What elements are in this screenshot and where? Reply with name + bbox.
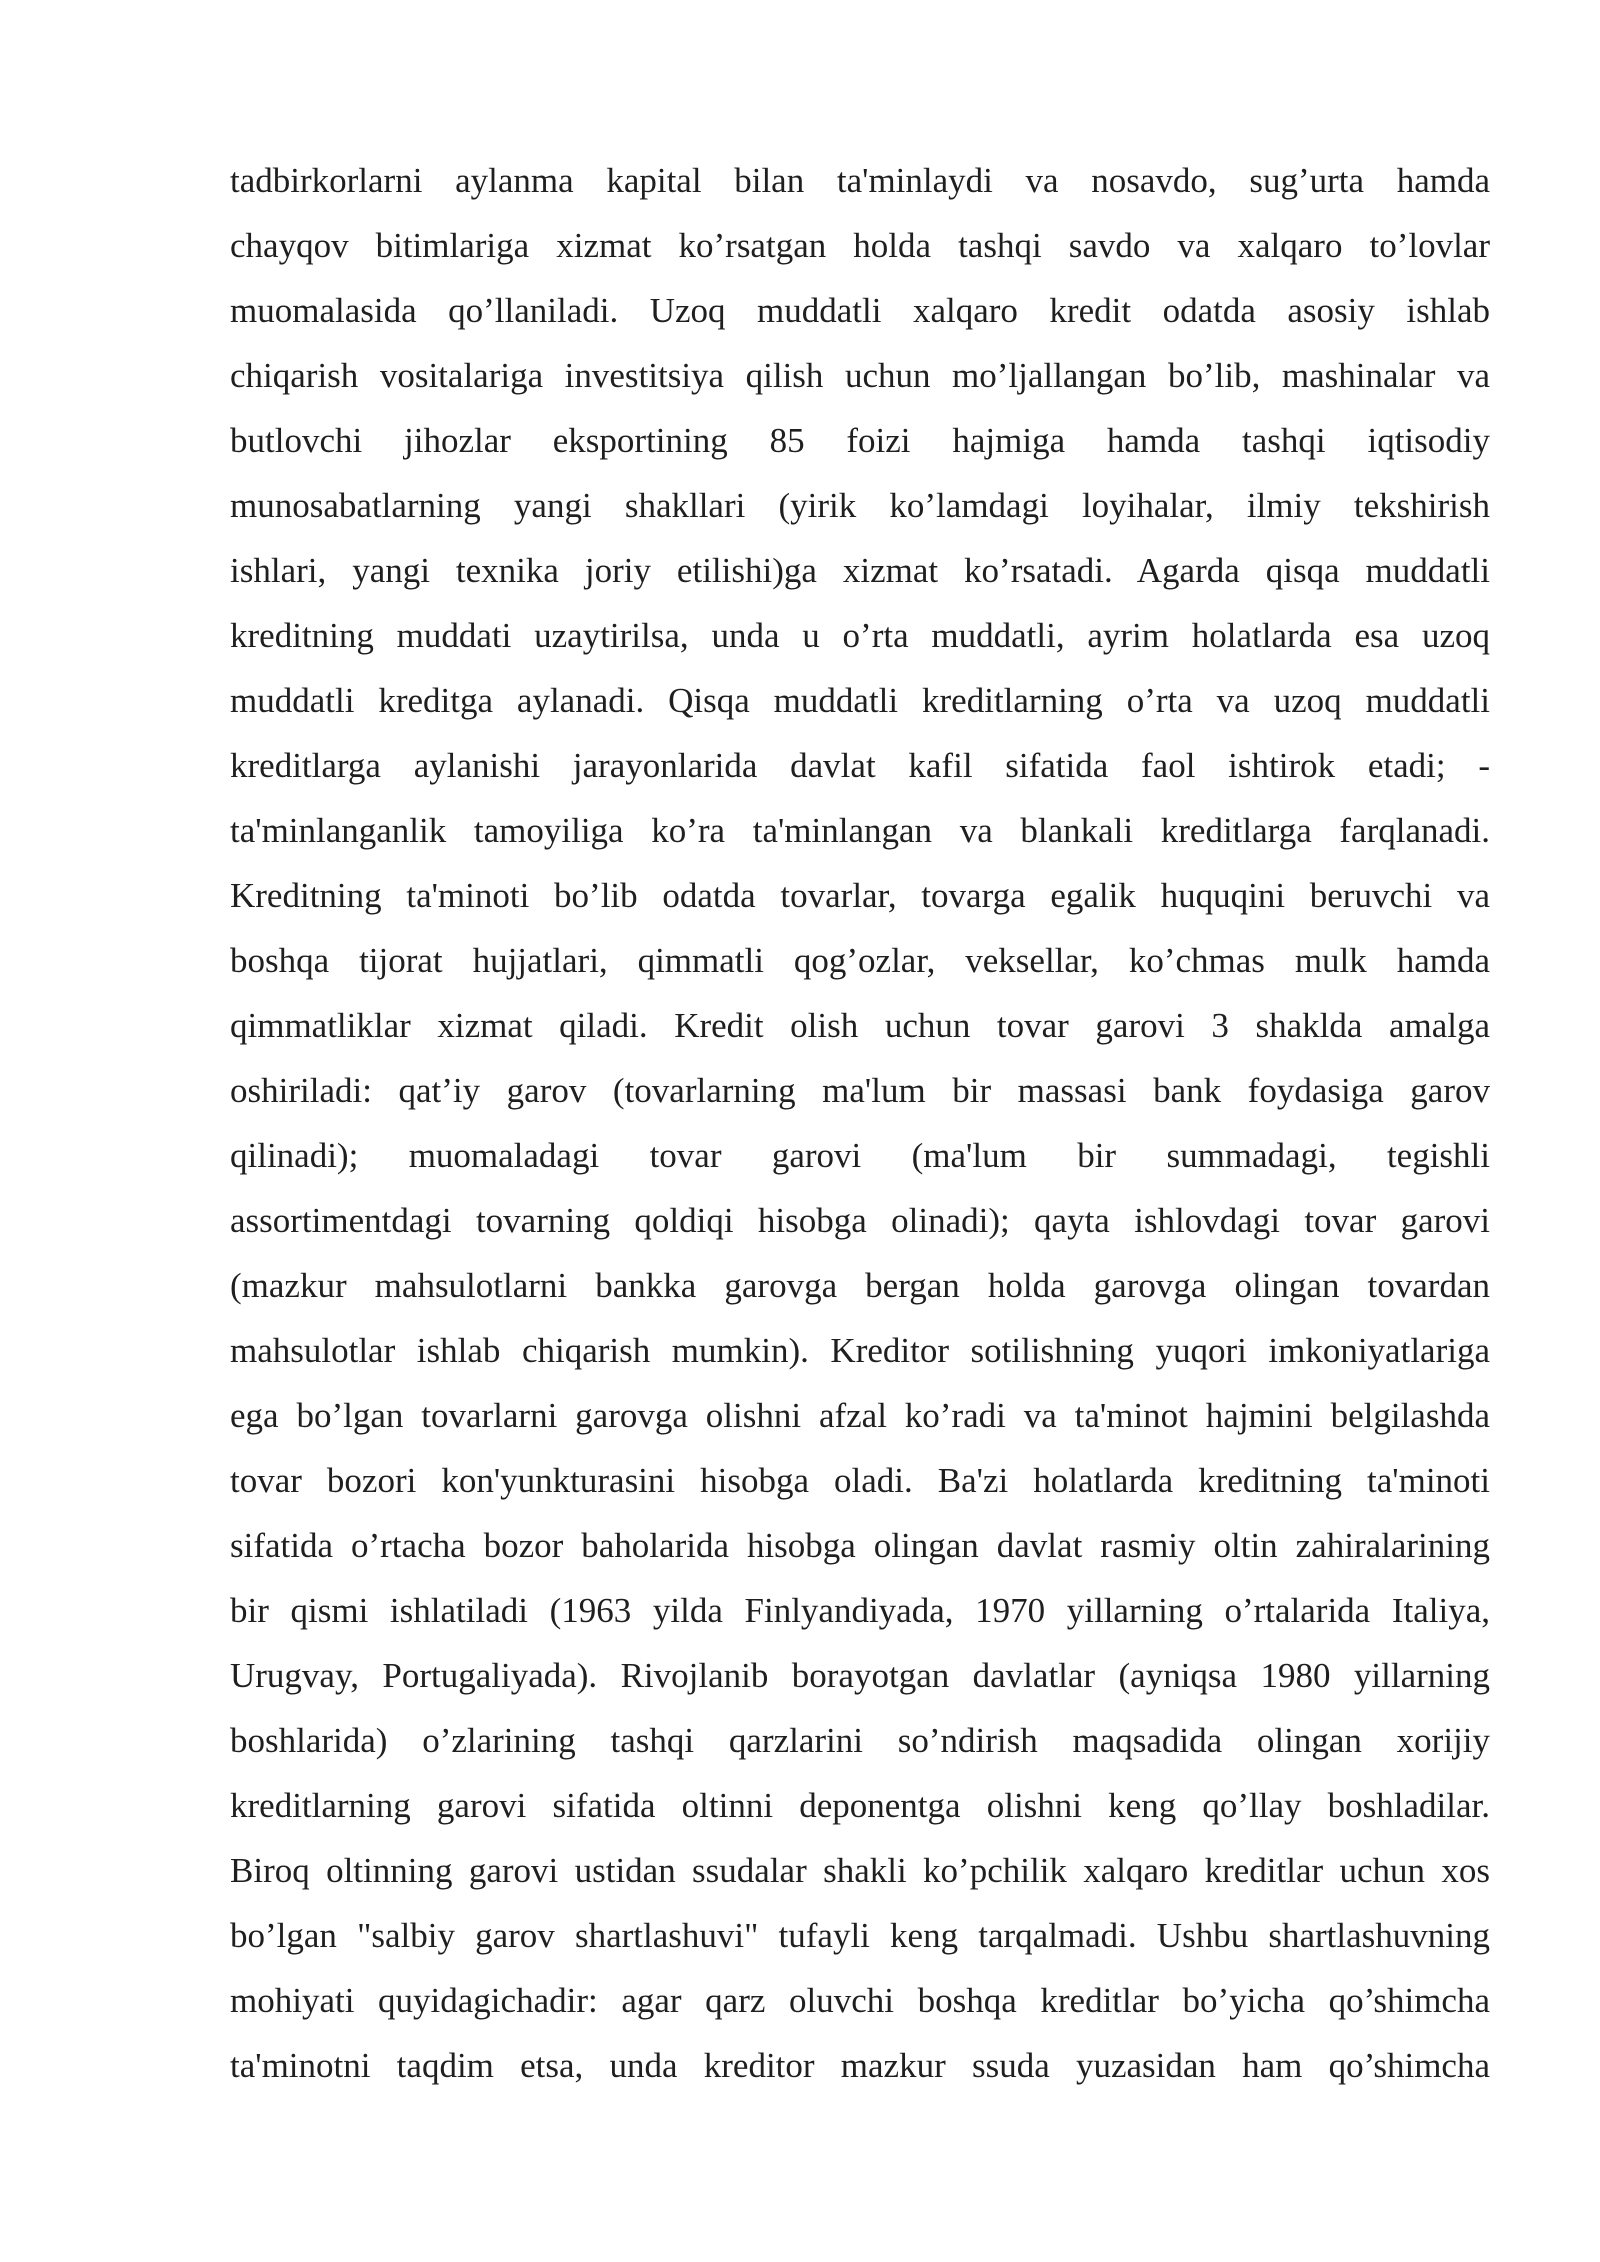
text-line: sifatida o’rtacha bozor baholarida hisobga olingan davlat rasmiy oltin zahiralarining	[230, 1526, 1490, 1565]
text-line: Biroq oltinning garovi ustidan ssudalar shakli ko’pchilik xalqaro kreditlar uchun xos	[230, 1851, 1490, 1890]
text-line: tadbirkorlarni aylanma kapital bilan ta'minlaydi va nosavdo, sug’urta hamda	[230, 161, 1490, 200]
text-line: ishlari, yangi texnika joriy etilishi)ga xizmat ko’rsatadi. Agarda qisqa muddatli	[230, 551, 1490, 590]
text-line: Kreditning ta'minoti bo’lib odatda tovarlar, tovarga egalik huquqini beruvchi va	[230, 876, 1490, 915]
text-line: munosabatlarning yangi shakllari (yirik ko’lamdagi loyihalar, ilmiy tekshirish	[230, 486, 1490, 525]
text-line: assortimentdagi tovarning qoldiqi hisobga olinadi); qayta ishlovdagi tovar garovi	[230, 1201, 1490, 1240]
text-line: Urugvay, Portugaliyada). Rivojlanib borayotgan davlatlar (ayniqsa 1980 yillarning	[230, 1656, 1490, 1695]
text-line: mohiyati quyidagichadir: agar qarz oluvchi boshqa kreditlar bo’yicha qo’shimcha	[230, 1981, 1490, 2020]
text-line: qimmatliklar xizmat qiladi. Kredit olish uchun tovar garovi 3 shaklda amalga	[230, 1006, 1490, 1045]
text-line: mahsulotlar ishlab chiqarish mumkin). Kreditor sotilishning yuqori imkoniyatlariga	[230, 1331, 1490, 1370]
text-line: ta'minotni taqdim etsa, unda kreditor mazkur ssuda yuzasidan ham qo’shimcha	[230, 2046, 1490, 2085]
text-line: boshqa tijorat hujjatlari, qimmatli qog’ozlar, veksellar, ko’chmas mulk hamda	[230, 941, 1490, 980]
text-line: kreditning muddati uzaytirilsa, unda u o’rta muddatli, ayrim holatlarda esa uzoq	[230, 616, 1490, 655]
text-line: ega bo’lgan tovarlarni garovga olishni afzal ko’radi va ta'minot hajmini belgilashda	[230, 1396, 1490, 1435]
text-line: butlovchi jihozlar eksportining 85 foizi hajmiga hamda tashqi iqtisodiy	[230, 421, 1490, 460]
text-line: (mazkur mahsulotlarni bankka garovga bergan holda garovga olingan tovardan	[230, 1266, 1490, 1305]
text-line: oshiriladi: qat’iy garov (tovarlarning ma'lum bir massasi bank foydasiga garov	[230, 1071, 1490, 1110]
text-line: chayqov bitimlariga xizmat ko’rsatgan holda tashqi savdo va xalqaro to’lovlar	[230, 226, 1490, 265]
text-line: muomalasida qo’llaniladi. Uzoq muddatli xalqaro kredit odatda asosiy ishlab	[230, 291, 1490, 330]
text-line: chiqarish vositalariga investitsiya qilish uchun mo’ljallangan bo’lib, mashinalar va	[230, 356, 1490, 395]
text-line: bir qismi ishlatiladi (1963 yilda Finlyandiyada, 1970 yillarning o’rtalarida Italiya,	[230, 1591, 1490, 1630]
text-line: tovar bozori kon'yunkturasini hisobga oladi. Ba'zi holatlarda kreditning ta'minoti	[230, 1461, 1490, 1500]
text-line: boshlarida) o’zlarining tashqi qarzlarini so’ndirish maqsadida olingan xorijiy	[230, 1721, 1490, 1760]
text-line: qilinadi); muomaladagi tovar garovi (ma'lum bir summadagi, tegishli	[230, 1136, 1490, 1175]
text-line: kreditlarning garovi sifatida oltinni deponentga olishni keng qo’llay boshladilar.	[230, 1786, 1490, 1825]
text-line: bo’lgan "salbiy garov shartlashuvi" tufayli keng tarqalmadi. Ushbu shartlashuvning	[230, 1916, 1490, 1955]
text-line: kreditlarga aylanishi jarayonlarida davlat kafil sifatida faol ishtirok etadi; -	[230, 746, 1490, 785]
body-text	[230, 148, 1490, 2098]
text-line: ta'minlanganlik tamoyiliga ko’ra ta'minlangan va blankali kreditlarga farqlanadi.	[230, 811, 1490, 850]
text-line: muddatli kreditga aylanadi. Qisqa muddatli kreditlarning o’rta va uzoq muddatli	[230, 681, 1490, 720]
